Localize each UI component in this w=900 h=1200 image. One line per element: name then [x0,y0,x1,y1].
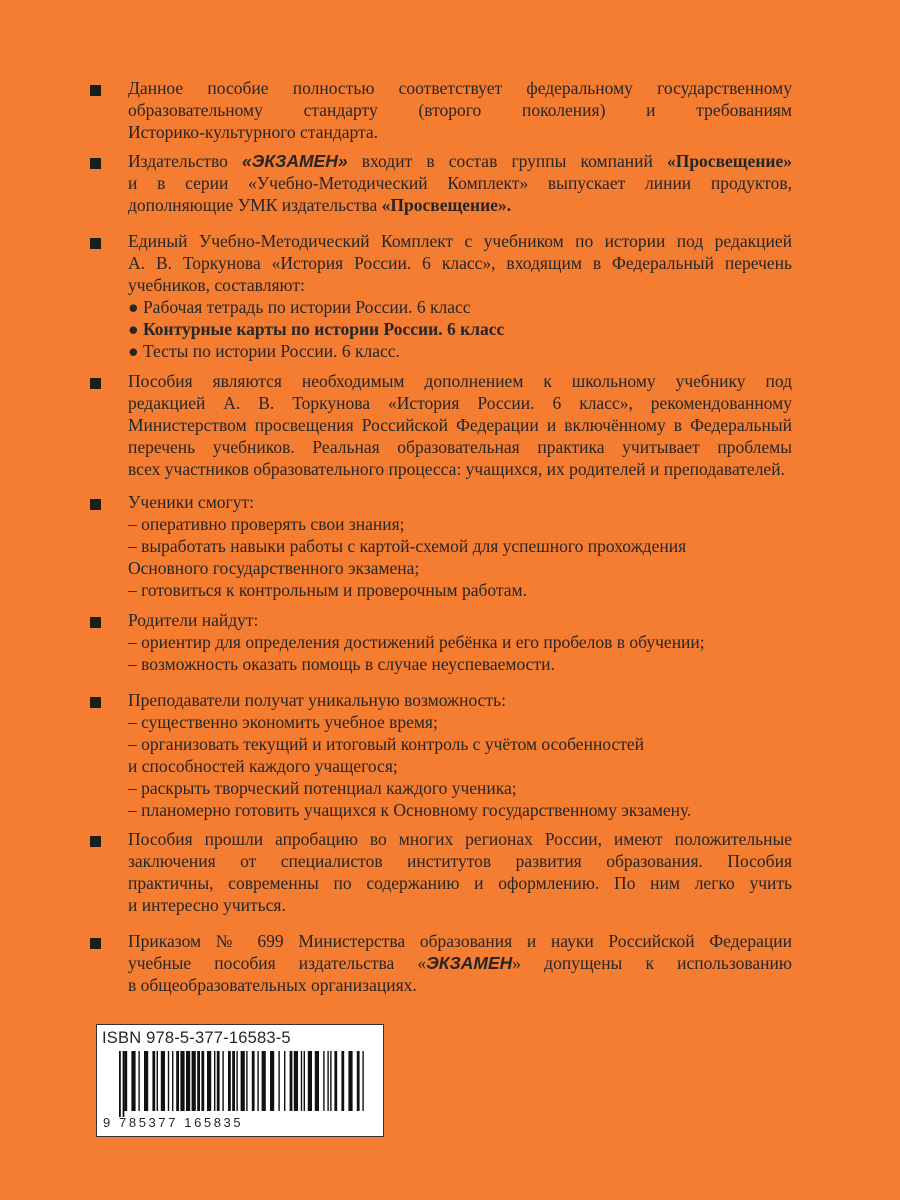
barcode-bar [131,1051,135,1111]
barcode-bar [186,1051,190,1111]
barcode-bar [172,1051,173,1111]
publisher-brand: «ЭКЗАМЕН» [242,151,348,171]
barcode-bar [301,1051,302,1111]
umk-list-item: ● Тесты по истории России. 6 класс. [128,341,400,361]
text-line: – существенно экономить учебное время; [128,712,438,732]
barcode-bar [222,1051,223,1111]
barcode-bar [246,1051,247,1111]
text-line: Приказом № 699 Министерства образования и науки Российской Федерации [128,931,792,951]
barcode-bar [348,1051,352,1111]
text-line: Пособия прошли апробацию во многих регионах России, имеют положительные [128,829,792,849]
barcode-bar [168,1051,169,1111]
text-line: Родители найдут: [128,610,259,630]
text-line [128,953,792,973]
barcode-bar [252,1051,255,1111]
text-line [128,151,792,171]
barcode-bar [323,1051,324,1111]
barcode-bar [157,1051,158,1111]
text-line: учебников, составляют: [128,275,305,295]
square-bullet-icon [90,499,101,510]
isbn-label: ISBN 978-5-377-16583-5 [102,1029,291,1047]
barcode-bar [138,1051,139,1111]
square-bullet-icon [90,238,101,249]
barcode-bar [341,1051,344,1111]
barcode-bar [308,1051,312,1111]
umk-list-item: ● Контурные карты по истории России. 6 класс [128,319,505,339]
barcode-bar [152,1051,155,1111]
barcode-bar [201,1051,204,1111]
text-line: перечень учебников. Реальная образовательная практика учитывает проблемы [128,437,792,457]
barcode-icon [119,1051,371,1117]
text-line: Министерством просвещения Российской Федерации и включённому в Федеральный [128,415,792,435]
text-fragment: » допущены к использованию [512,953,792,973]
barcode-bar [327,1051,328,1111]
text-line: – ориентир для определения достижений ребёнка и его пробелов в обучении; [128,632,705,652]
barcode-bar [290,1051,293,1111]
text-line: – выработать навыки работы с картой-схемой для успешного прохождения [128,536,687,556]
text-fragment: учебные пособия издательства « [128,953,427,973]
barcode-bar [362,1051,363,1111]
barcode-bar [334,1051,337,1111]
partner-brand: «Просвещение». [381,195,512,215]
square-bullet-icon [90,158,101,169]
text-line: Основного государственного экзамена; [128,558,420,578]
square-bullet-icon [90,836,101,847]
text-line: Ученики смогут: [128,492,254,512]
barcode-bar [161,1051,165,1111]
barcode-bar [262,1051,266,1111]
barcode-bar [214,1051,215,1111]
barcode-bar [176,1051,179,1111]
barcode-bar [330,1051,331,1111]
text-line: заключения от специалистов институтов развития образования. Пособия [128,851,792,871]
barcode-bar [228,1051,231,1111]
barcode-bar [124,1051,127,1111]
barcode-bar [144,1051,148,1111]
barcode-bar [217,1051,220,1111]
barcode-bar [315,1051,319,1111]
barcode-bar [284,1051,285,1111]
text-line: Историко-культурного стандарта. [128,122,379,142]
barcode-bar [304,1051,305,1111]
barcode-bar [294,1051,298,1111]
barcode-bar [270,1051,274,1111]
barcode-bar [278,1051,279,1111]
text-line: Единый Учебно-Методический Комплект с учебником по истории под редакцией [128,231,792,251]
text-fragment: Издательство [128,151,243,171]
text-line: редакцией А. В. Торкунова «История России. 6 класс», рекомендованному [128,393,792,413]
text-line: – организовать текущий и итоговый контроль с учётом особенностей [128,734,645,754]
text-line: практичны, современны по содержанию и оформлению. По ним легко учить [128,873,792,893]
text-line: в общеобразовательных организациях. [128,975,417,995]
text-line: – оперативно проверять свои знания; [128,514,405,534]
text-fragment: входит в состав группы компаний [347,151,667,171]
text-line: А. В. Торкунова «История России. 6 класс», входящим в Федеральный перечень [128,253,792,273]
text-line: Преподаватели получат уникальную возможность: [128,690,506,710]
square-bullet-icon [90,697,101,708]
barcode-bar [232,1051,235,1111]
text-line: и способностей каждого учащегося; [128,756,398,776]
text-line: Пособия являются необходимым дополнением к школьному учебнику под [128,371,792,391]
square-bullet-icon [90,378,101,389]
partner-brand: «Просвещение» [666,151,793,171]
barcode-bar [357,1051,360,1111]
text-line: и в серии «Учебно-Методический Комплект» выпускает линии продуктов, [128,173,792,193]
barcode-bar [257,1051,258,1111]
square-bullet-icon [90,938,101,949]
text-line: образовательному стандарту (второго поколения) и требованиям [128,100,792,120]
barcode-bar [207,1051,211,1111]
barcode-bar [241,1051,245,1111]
barcode-bar [180,1051,184,1111]
barcode-bar [197,1051,200,1111]
isbn-barcode-box [96,1024,384,1137]
barcode-bar [192,1051,196,1111]
text-line [128,195,511,215]
text-line: – готовиться к контрольным и проверочным работам. [128,580,527,600]
publisher-brand: ЭКЗАМЕН [426,953,513,973]
barcode-digits: 9 785377 165835 [103,1115,244,1130]
text-line: – раскрыть творческий потенциал каждого ученика; [128,778,517,798]
square-bullet-icon [90,85,101,96]
text-line: – планомерно готовить учащихся к Основному государственному экзамену. [128,800,692,820]
text-line: Данное пособие полностью соответствует федеральному государственному [128,78,792,98]
barcode-bar [236,1051,237,1111]
barcode-guard-bar [123,1051,125,1117]
text-line: и интересно учиться. [128,895,286,915]
umk-list-item: ● Рабочая тетрадь по истории России. 6 класс [128,297,471,317]
text-line: всех участников образовательного процесса: учащихся, их родителей и преподавателей. [128,459,785,479]
barcode-guard-bar [119,1051,121,1117]
text-fragment: дополняющие УМК издательства [128,195,382,215]
square-bullet-icon [90,617,101,628]
text-line: – возможность оказать помощь в случае неуспеваемости. [128,654,555,674]
